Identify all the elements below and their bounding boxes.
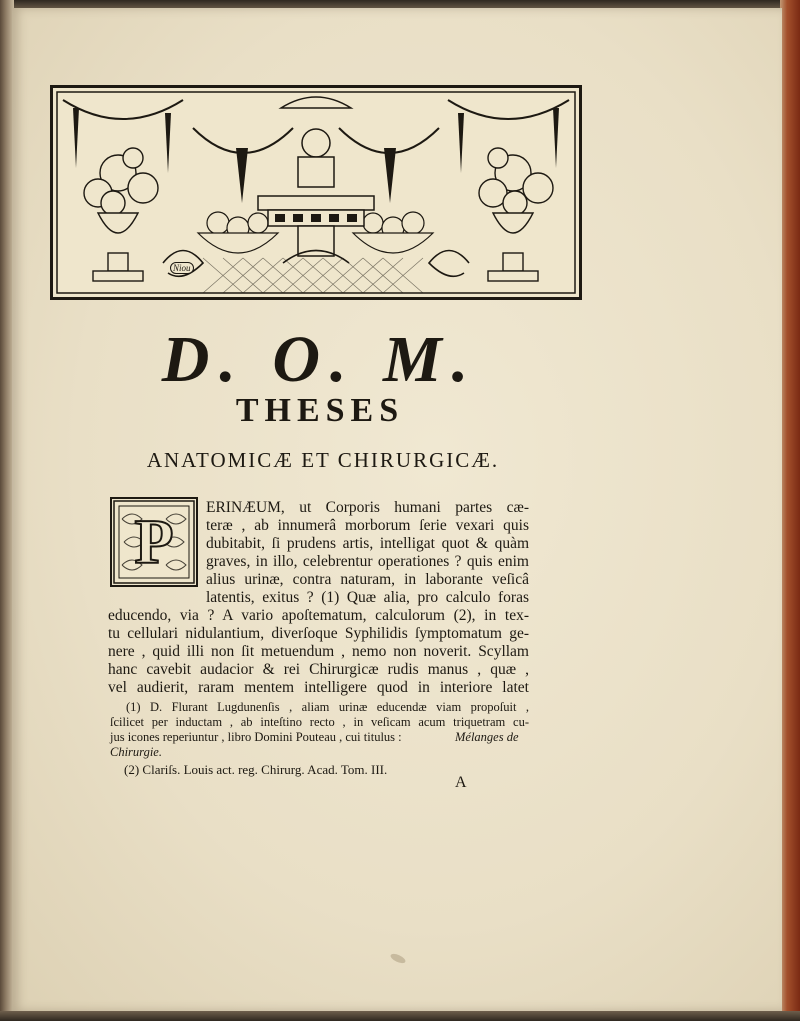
body-line-4: graves, in illo, celebrentur operationes ? quis enim xyxy=(206,553,529,570)
dedication-heading: D. O. M. xyxy=(161,323,479,396)
body-line-3: dubitabit, ſi prudens artis, intelligat quot & quàm xyxy=(206,535,529,552)
footnote-1-book-title: Mélanges de xyxy=(455,730,519,744)
book-fore-edge xyxy=(780,0,800,1021)
body-line-2: teræ , ab innumerâ morborum ſerie vexari quis xyxy=(206,517,529,534)
engraved-headpiece xyxy=(50,85,582,300)
engraver-signature: Niou xyxy=(170,262,194,274)
body-line-6: latentis, exitus ? (1) Quæ alia, pro calculo foras xyxy=(206,589,529,606)
footnote-2: (2) Clariſs. Louis act. reg. Chirurg. Acad. Tom. III. xyxy=(124,762,388,777)
signature-mark: A xyxy=(455,774,467,791)
body-line-8: tu cellulari nidulantium, diverſoque Syphilidis ſymptomatum ge- xyxy=(108,625,529,642)
footnote-1-line-1: (1) D. Flurant Lugdunenſis , aliam urinæ educendæ viam propoſuit , xyxy=(126,700,529,714)
book-edge-bottom xyxy=(0,1011,800,1021)
body-line-1: ERINÆUM, ut Corporis humani partes cæ- xyxy=(206,499,529,516)
body-line-11: vel audierit, raram mentem intelligere quod in interiore latet xyxy=(108,679,529,696)
footnote-1-line-2: ſcilicet per inductam , ab inteſtino recto , in veſicam acum triquetram cu- xyxy=(110,715,529,729)
page-subtitle: ANATOMICÆ ET CHIRURGICÆ. xyxy=(146,448,500,472)
body-line-10: hanc cavebit audacior & rei Chirurgicæ rudis manus , quæ , xyxy=(108,661,529,678)
initial-letter: P xyxy=(134,506,174,577)
footnote-1-line-3: jus icones reperiuntur , libro Domini Pouteau , cui titulus : xyxy=(110,730,402,744)
body-line-9: nere , quid illi non ſit metuendum , nemo non noverit. Scyllam xyxy=(108,643,529,660)
headpiece-illustration xyxy=(53,88,579,297)
body-line-5: alius urinæ, contra naturam, in laborante veſicâ xyxy=(206,571,529,588)
footnote-1-book-title-end: Chirurgie. xyxy=(110,745,162,759)
decorated-initial xyxy=(110,497,198,587)
page-title: THESES xyxy=(235,392,405,429)
body-line-7: educendo, via ? A vario apoſtematum, calculorum (2), in tex- xyxy=(108,607,529,624)
